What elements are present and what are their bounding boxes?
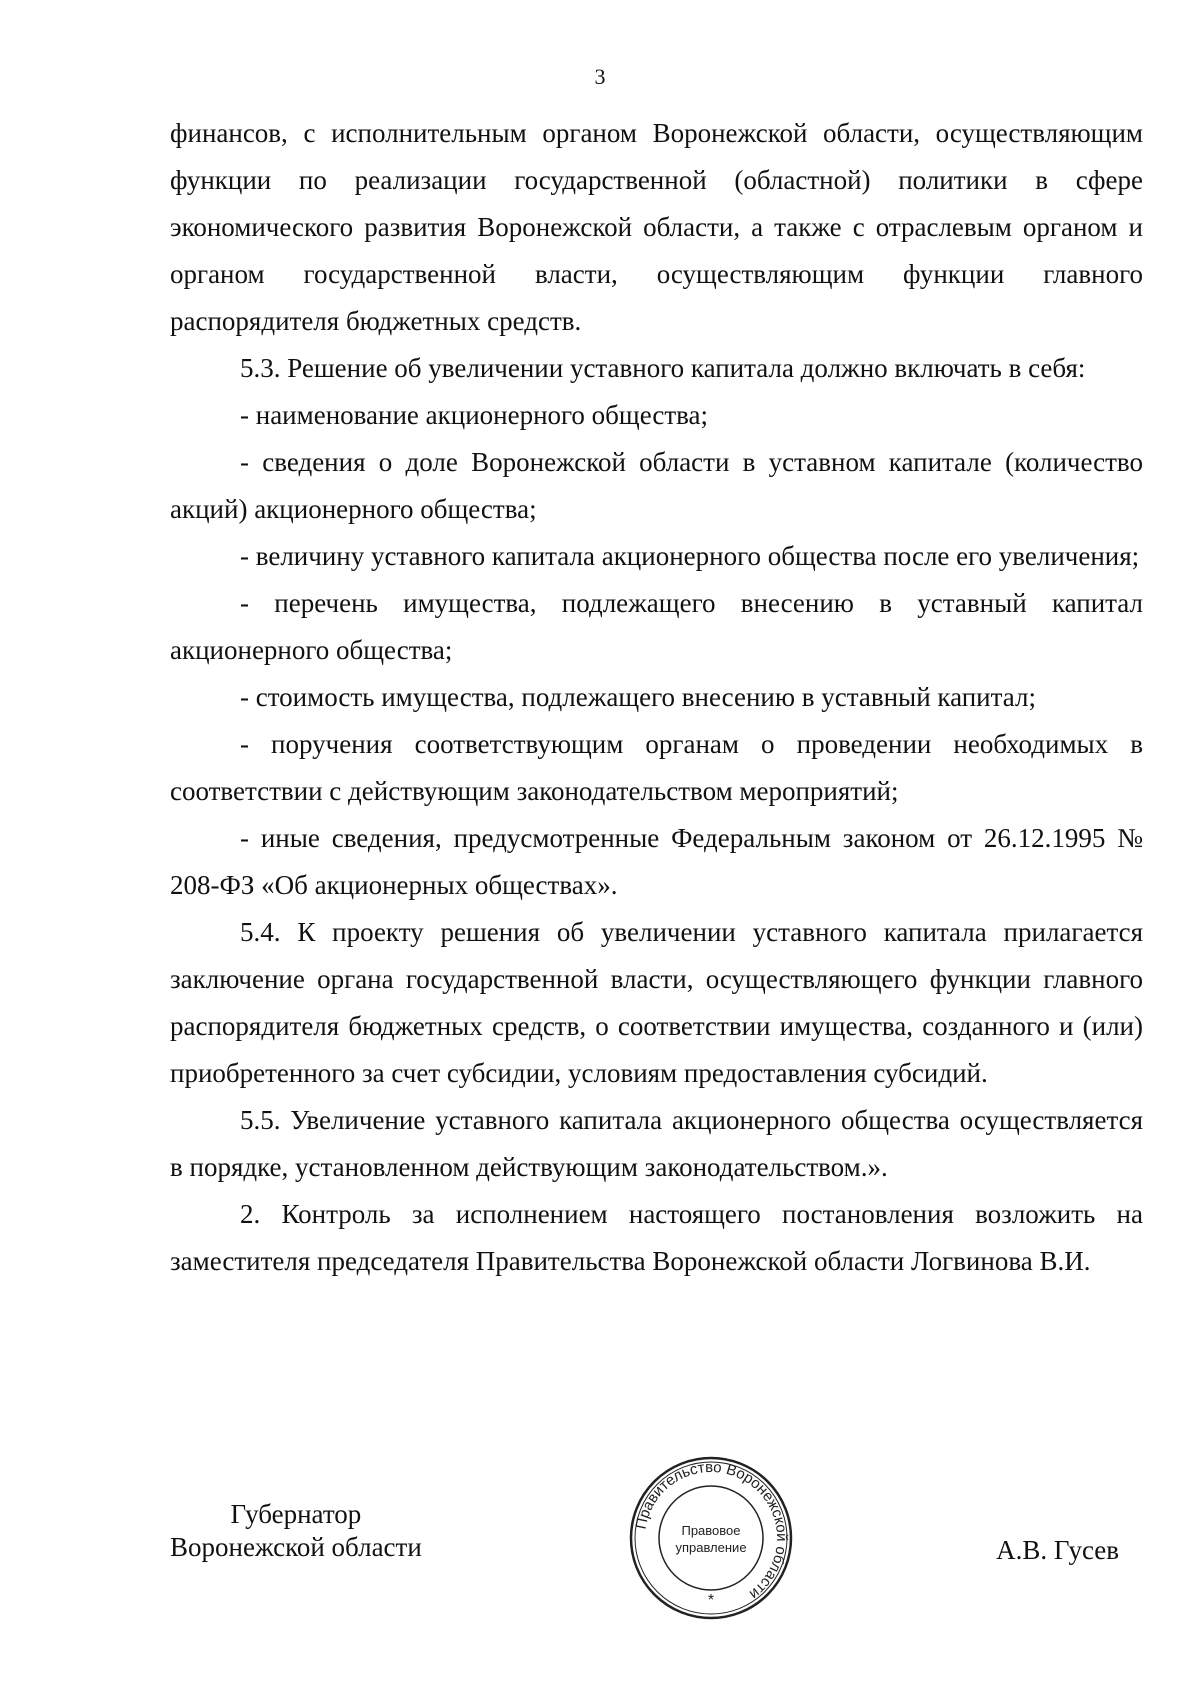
- paragraph-5-4: 5.4. К проекту решения об увеличении уставного капитала прилагается заключение органа государственной власти, осуществляющего функции главного распорядителя бюджетных средств, о соответствии имущества, созданного и (или) приобретенного за счет субсидии, условиям предоставления субсидий.: [170, 917, 1143, 1088]
- seal-center-line1: Правовое: [681, 1523, 741, 1538]
- seal-star: *: [707, 1592, 715, 1609]
- seal-ring-text: Правительство Воронежской области: [632, 1458, 791, 1603]
- list-item: - поручения соответствующим органам о проведении необходимых в соответствии с действующим законодательством мероприятий;: [170, 729, 1143, 806]
- signatory-title-line1: Губернатор: [230, 1499, 362, 1529]
- seal-center-ring: [659, 1486, 763, 1590]
- page-number: 3: [594, 64, 606, 89]
- paragraph-5-5: 5.5. Увеличение уставного капитала акционерного общества осуществляется в порядке, установленном действующим законодательством.».: [170, 1105, 1143, 1182]
- document-body: [170, 110, 1143, 1285]
- list-item: - перечень имущества, подлежащего внесению в уставный капитал акционерного общества;: [170, 588, 1143, 665]
- list-item: - иные сведения, предусмотренные Федеральным законом от 26.12.1995 № 208-ФЗ «Об акционерных обществах».: [170, 823, 1143, 900]
- paragraph-5-3: 5.3. Решение об увеличении уставного капитала должно включать в себя:: [240, 353, 1086, 383]
- official-seal: [628, 1455, 794, 1621]
- seal-center-line2: управление: [675, 1540, 747, 1555]
- signatory-title: [170, 1498, 422, 1564]
- list-item: - наименование акционерного общества;: [240, 400, 709, 430]
- signatory-name: А.В. Гусев: [996, 1535, 1119, 1565]
- list-item: - сведения о доле Воронежской области в уставном капитале (количество акций) акционерного общества;: [170, 447, 1143, 524]
- list-item: - стоимость имущества, подлежащего внесению в уставный капитал;: [240, 682, 1036, 712]
- list-item: - величину уставного капитала акционерного общества после его увеличения;: [240, 541, 1140, 571]
- paragraph-2: 2. Контроль за исполнением настоящего постановления возложить на заместителя председателя Правительства Воронежской области Логвинова В.И.: [170, 1199, 1143, 1276]
- signatory-title-line2: Воронежской области: [170, 1532, 422, 1562]
- paragraph-continuation: финансов, с исполнительным органом Воронежской области, осуществляющим функции по реализации государственной (областной) политики в сфере экономического развития Воронежской области, а также с отраслевым органом и органом государственной власти, осуществляющим функции главного распорядителя бюджетных средств.: [170, 118, 1143, 336]
